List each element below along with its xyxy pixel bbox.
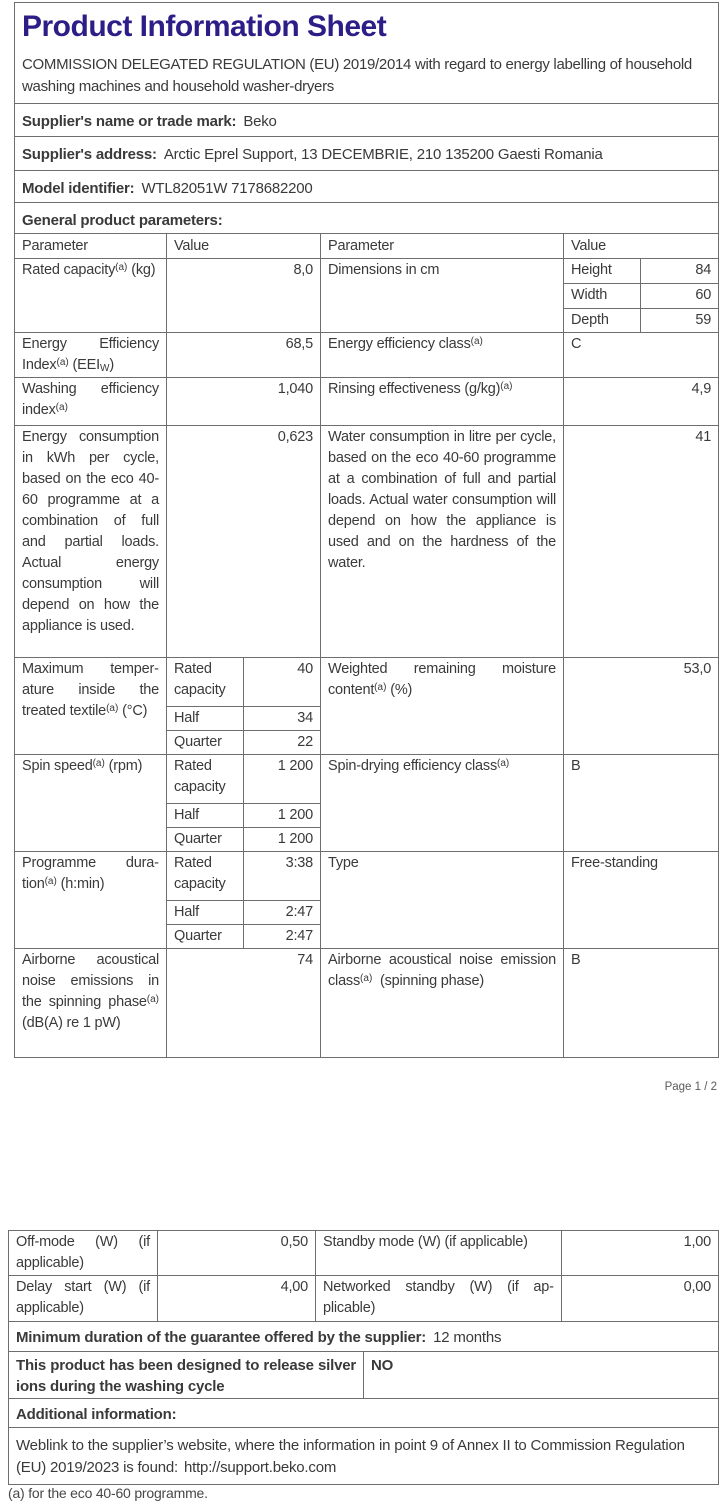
sub-value-cell: 1 200 bbox=[244, 828, 321, 852]
param-cell: Dimensions in cm bbox=[321, 259, 564, 333]
table-row bbox=[15, 259, 719, 284]
table-row bbox=[15, 658, 719, 707]
title-row bbox=[15, 3, 719, 104]
param-cell: Airborne acoustical noise emissions in the spinning phase$^{(a)}$ (dB(A) re 1 pW) bbox=[15, 949, 167, 1058]
product-information-sheet-page1 bbox=[14, 2, 719, 1058]
value-cell: 0,00 bbox=[562, 1276, 719, 1322]
guarantee-value: 12 months bbox=[433, 1329, 502, 1346]
param-cell: Energy efficiency class$^{(a)}$ bbox=[321, 333, 564, 378]
supplier-address-label: Supplier's address: bbox=[22, 146, 157, 163]
sub-label-cell: Height bbox=[564, 259, 641, 284]
value-cell: 41 bbox=[564, 426, 719, 658]
sub-value-cell: 3:38 bbox=[244, 852, 321, 901]
title-block bbox=[15, 3, 719, 104]
value-cell: C bbox=[564, 333, 719, 378]
model-identifier-row bbox=[15, 171, 719, 203]
col-header-value-1: Value bbox=[167, 234, 321, 259]
value-cell: Free-standing bbox=[564, 852, 719, 949]
col-header-parameter-1: Parameter bbox=[15, 234, 167, 259]
regulation-text: COMMISSION DELEGATED REGULATION (EU) 2019/2014 with regard to energy labelling of household washing machines and household washer-dryers bbox=[22, 56, 692, 95]
param-cell: Networked standby (W) (if applicable) bbox=[316, 1276, 562, 1322]
silver-ions-row bbox=[9, 1352, 719, 1399]
sub-label-cell: Half bbox=[167, 901, 244, 925]
value-cell: 0,623 bbox=[167, 426, 321, 658]
value-cell: 4,00 bbox=[158, 1276, 316, 1322]
param-cell: Spin speed$^{(a)}$ (rpm) bbox=[15, 755, 167, 852]
silver-ions-label: This product has been designed to release silver ions during the washing cycle bbox=[9, 1352, 364, 1399]
weblink-cell bbox=[9, 1428, 719, 1485]
param-cell: Washing efficiency index$^{(a)}$ bbox=[15, 378, 167, 426]
sub-value-cell: 40 bbox=[244, 658, 321, 707]
column-header-row bbox=[15, 234, 719, 259]
param-cell: Maximum temperature inside the treated textile$^{(a)}$ (°C) bbox=[15, 658, 167, 755]
general-parameters-row bbox=[15, 203, 719, 234]
supplier-name-row bbox=[15, 104, 719, 137]
sub-label-cell: Half bbox=[167, 804, 244, 828]
sub-label-cell: Rated capacity bbox=[167, 658, 244, 707]
col-header-value-2: Value bbox=[564, 234, 719, 259]
param-cell: Rated capacity$^{(a)}$ (kg) bbox=[15, 259, 167, 333]
sub-label-cell: Quarter bbox=[167, 731, 244, 755]
sub-value-cell: 34 bbox=[244, 707, 321, 731]
product-information-sheet-page2 bbox=[8, 1230, 719, 1485]
param-cell: Programme duration$^{(a)}$ (h:min) bbox=[15, 852, 167, 949]
supplier-name-value: Beko bbox=[243, 113, 277, 130]
additional-information-heading: Additional information: bbox=[9, 1399, 719, 1428]
weblink-url: http://support.beko.com bbox=[183, 1458, 337, 1476]
value-cell: B bbox=[564, 755, 719, 852]
param-cell: Type bbox=[321, 852, 564, 949]
model-identifier-label: Model identifier: bbox=[22, 180, 135, 197]
value-cell: 0,50 bbox=[158, 1231, 316, 1276]
guarantee-row bbox=[9, 1322, 719, 1352]
value-cell: B bbox=[564, 949, 719, 1058]
sub-value-cell: 59 bbox=[641, 309, 719, 333]
weblink-row bbox=[9, 1428, 719, 1485]
param-cell: Standby mode (W) (if applicable) bbox=[316, 1231, 562, 1276]
supplier-address-cell bbox=[15, 137, 719, 171]
table-row bbox=[15, 852, 719, 901]
model-identifier-value: WTL82051W 7178682200 bbox=[141, 180, 313, 197]
table-row bbox=[9, 1231, 719, 1276]
param-cell: Spin-drying efficiency class$^{(a)}$ bbox=[321, 755, 564, 852]
page-indicator: Page 1 / 2 bbox=[664, 1081, 717, 1093]
guarantee-cell bbox=[9, 1322, 719, 1352]
sub-value-cell: 2:47 bbox=[244, 925, 321, 949]
value-cell: 1,00 bbox=[562, 1231, 719, 1276]
value-cell: 68,5 bbox=[167, 333, 321, 378]
table-row bbox=[15, 378, 719, 426]
table-row bbox=[9, 1276, 719, 1322]
sub-label-cell: Rated capacity bbox=[167, 852, 244, 901]
sub-label-cell: Quarter bbox=[167, 828, 244, 852]
table-row bbox=[15, 949, 719, 1058]
additional-information-row bbox=[9, 1399, 719, 1428]
silver-ions-value: NO bbox=[364, 1352, 719, 1399]
sub-label-cell: Rated capacity bbox=[167, 755, 244, 804]
sub-label-cell: Depth bbox=[564, 309, 641, 333]
sub-value-cell: 1 200 bbox=[244, 804, 321, 828]
sub-label-cell: Half bbox=[167, 707, 244, 731]
sub-value-cell: 22 bbox=[244, 731, 321, 755]
table-row bbox=[15, 755, 719, 804]
sub-label-cell: Width bbox=[564, 284, 641, 309]
sub-label-cell: Quarter bbox=[167, 925, 244, 949]
document-title: Product Information Sheet bbox=[22, 10, 387, 43]
sub-value-cell: 60 bbox=[641, 284, 719, 309]
param-cell: Energy Efficiency Index$^{(a)}$ $(EEI_W)$ bbox=[15, 333, 167, 378]
value-cell: 53,0 bbox=[564, 658, 719, 755]
supplier-name-cell bbox=[15, 104, 719, 137]
table-row bbox=[15, 426, 719, 658]
footnote: (a) for the eco 40-60 programme. bbox=[8, 1485, 208, 1501]
param-cell: Energy consumption in kWh per cycle, based on the eco 40-60 programme at a combination of full and partial loads. Actual energy consumption will depend on how the appliance is used. bbox=[15, 426, 167, 658]
weblink-label: Weblink to the supplier’s website, where the information in point 9 of Annex II to Commission Regulation (EU) 2019/2023 is found: bbox=[16, 1437, 685, 1476]
param-cell: Weighted remaining moisture content$^{(a)}$ (%) bbox=[321, 658, 564, 755]
value-cell: 74 bbox=[167, 949, 321, 1058]
model-identifier-cell bbox=[15, 171, 719, 203]
supplier-address-value: Arctic Eprel Support, 13 DECEMBRIE, 210 135200 Gaesti Romania bbox=[163, 146, 603, 163]
param-cell: Water consumption in litre per cycle, based on the eco 40-60 programme at a combination of full and partial loads. Actual water consumption will depend on how the appliance is used and on the hardness of the water. bbox=[321, 426, 564, 658]
general-parameters-heading: General product parameters: bbox=[15, 203, 719, 234]
param-cell: Off-mode (W) (if applicable) bbox=[9, 1231, 158, 1276]
param-cell: Airborne acoustical noise emission class$^{(a)}$ (spinning phase) bbox=[321, 949, 564, 1058]
param-cell: Delay start (W) (if applicable) bbox=[9, 1276, 158, 1322]
param-cell: Rinsing effectiveness $(g/kg)^{(a)}$ bbox=[321, 378, 564, 426]
table-row bbox=[15, 333, 719, 378]
sub-value-cell: 1 200 bbox=[244, 755, 321, 804]
value-cell: 1,040 bbox=[167, 378, 321, 426]
guarantee-label: Minimum duration of the guarantee offered by the supplier: bbox=[16, 1329, 427, 1346]
value-cell: 8,0 bbox=[167, 259, 321, 333]
sub-value-cell: 84 bbox=[641, 259, 719, 284]
supplier-name-label: Supplier's name or trade mark: bbox=[22, 113, 237, 130]
col-header-parameter-2: Parameter bbox=[321, 234, 564, 259]
supplier-address-row bbox=[15, 137, 719, 171]
value-cell: 4,9 bbox=[564, 378, 719, 426]
sub-value-cell: 2:47 bbox=[244, 901, 321, 925]
